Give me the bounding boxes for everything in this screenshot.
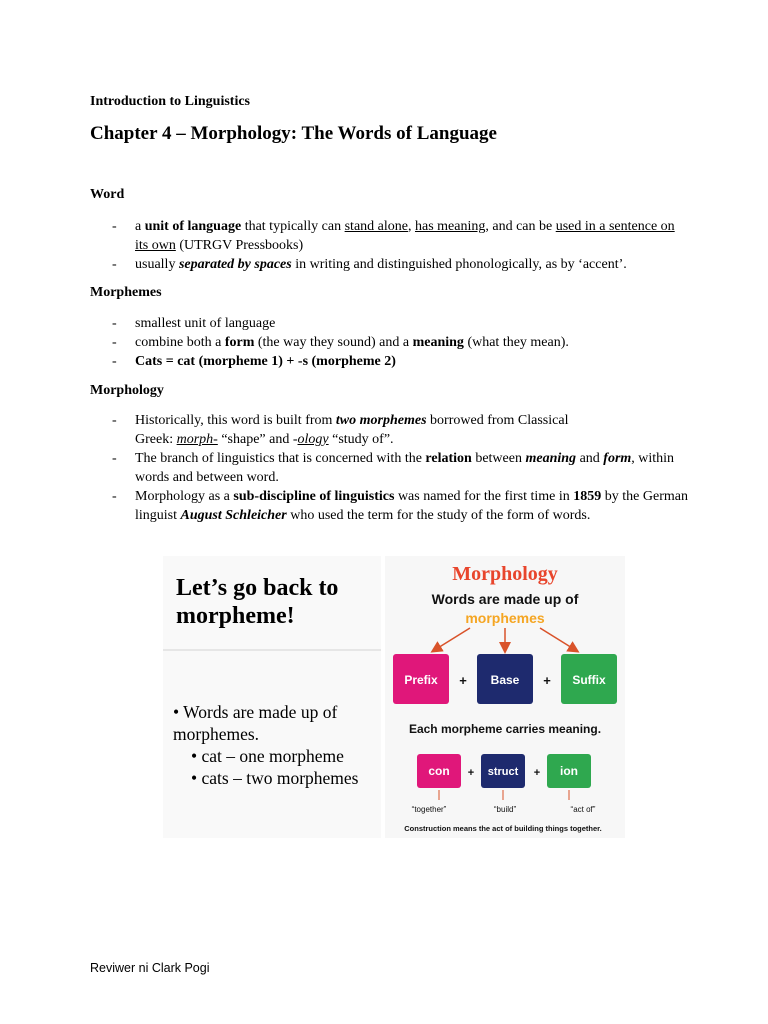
ion-label: ion: [560, 764, 578, 778]
chapter-title: Chapter 4 – Morphology: The Words of Language: [90, 123, 497, 144]
gloss-together: “together”: [411, 805, 447, 814]
slide-left: [163, 556, 381, 838]
slide-bullets: [173, 701, 383, 789]
gloss-build: “build”: [493, 805, 517, 814]
plus-sign: +: [467, 767, 475, 779]
slide-title: Let’s go back to morpheme!: [176, 575, 339, 629]
struct-label: struct: [487, 766, 519, 778]
heading-morphemes: Morphemes: [90, 285, 162, 300]
word-list: [90, 217, 690, 274]
plus-sign: +: [533, 767, 541, 779]
list-item: - combine both a form (the way they sound) and a meaning (what they mean).: [112, 335, 569, 350]
prefix-label: Prefix: [404, 673, 438, 687]
list-item: - a unit of language that typically can stand alone, has meaning, and can be used in a sentence on its own (UTRGV Pressbooks): [112, 219, 675, 253]
divider: [163, 649, 381, 651]
list-item: - usually separated by spaces in writing and distinguished phonologically, as by ‘accent’.: [112, 257, 627, 272]
suffix-label: Suffix: [572, 673, 606, 687]
diagram-subtitle: Words are made up of: [431, 591, 579, 607]
list-item: - smallest unit of language: [112, 316, 276, 331]
slide-subbullet: • cat – one morpheme: [191, 746, 344, 766]
footer-text: Reviwer ni Clark Pogi: [90, 961, 210, 975]
con-label: con: [428, 764, 450, 778]
arrow-right: [540, 628, 577, 651]
morphemes-list: [90, 314, 690, 371]
morphology-list: [90, 411, 690, 525]
carries-meaning-text: Each morpheme carries meaning.: [408, 722, 602, 736]
list-item: - The branch of linguistics that is concerned with the relation between meaning and form, within words and between word.: [112, 451, 675, 485]
diagram-title: Morphology: [452, 563, 558, 585]
list-item: - Historically, this word is built from two morphemes borrowed from Classical Greek: morph- “shape” and -ology “study of”.: [112, 413, 569, 447]
morphology-figure: [163, 556, 625, 838]
list-item: - Morphology as a sub-discipline of linguistics was named for the first time in 1859 by the German linguist August Schleicher who used the term for the study of the form of words.: [112, 489, 688, 523]
heading-word: Word: [90, 187, 125, 202]
slide-right: [385, 556, 625, 838]
heading-morphology: Morphology: [90, 383, 164, 398]
list-item: - Cats = cat (morpheme 1) + -s (morpheme 2): [112, 354, 396, 369]
morpheme-diagram: [385, 556, 625, 838]
base-label: Base: [490, 673, 520, 687]
slide-bullet: • Words are made up of morphemes.: [173, 702, 338, 744]
diagram-caption: Construction means the act of building things together.: [404, 824, 602, 833]
plus-sign: +: [459, 673, 467, 688]
diagram-subtitle-morphemes: morphemes: [465, 610, 545, 626]
plus-sign: +: [543, 673, 551, 688]
gloss-act-of: “act of”: [570, 805, 596, 814]
course-title: Introduction to Linguistics: [90, 94, 250, 109]
arrow-left: [433, 628, 470, 651]
slide-subbullet: • cats – two morphemes: [191, 768, 359, 788]
